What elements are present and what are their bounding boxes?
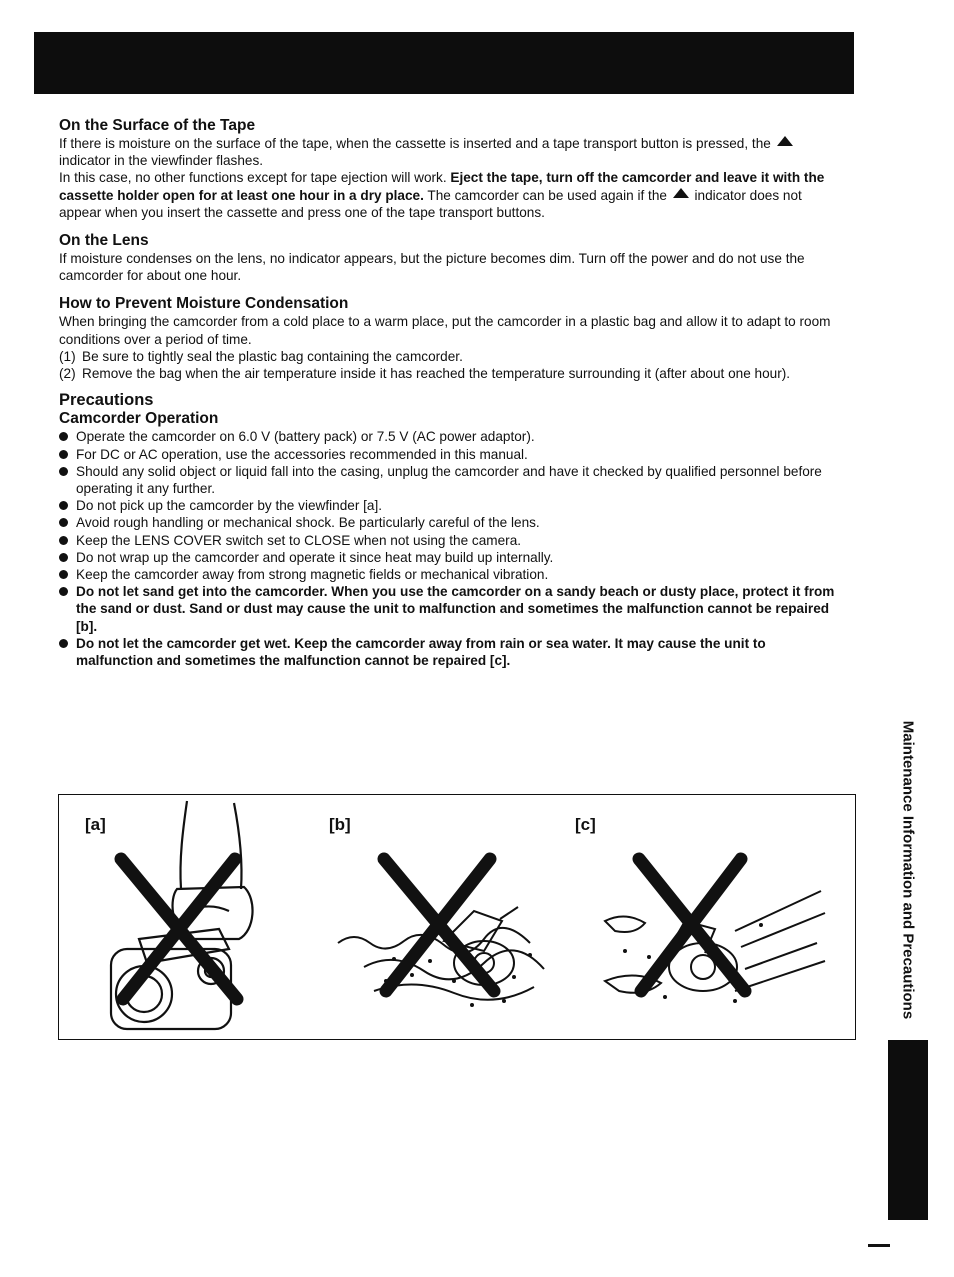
section-prevent: [59, 294, 841, 382]
precaution-bullets: [59, 428, 841, 669]
list-item: Keep the LENS COVER switch set to CLOSE when not using the camera.: [59, 532, 841, 549]
list-item: For DC or AC operation, use the accessories recommended in this manual.: [59, 446, 841, 463]
list-item-bold: Do not let the camcorder get wet. Keep the camcorder away from rain or sea water. It may cause the unit to malfunction and sometimes the malfunction cannot be repaired [c].: [59, 635, 841, 669]
step-text: Be sure to tightly seal the plastic bag containing the camcorder.: [82, 348, 463, 364]
camcorder-in-water-illustration: [585, 851, 835, 1027]
figure-label-c: [c]: [575, 815, 596, 834]
step-number: (2): [59, 366, 76, 382]
figure-label-a: [a]: [85, 815, 106, 834]
list-item-bold: Do not let sand get into the camcorder. When you use the camcorder on a sandy beach or dusty place, protect it from the sand or dust. Sand or dust may cause the unit to malfunction and sometimes the malfunction cannot be repaired [b].: [59, 583, 841, 635]
list-item: Do not wrap up the camcorder and operate it since heat may build up internally.: [59, 549, 841, 566]
side-thumb-tab: [888, 1040, 928, 1220]
text-span: If there is moisture on the surface of the tape, when the cassette is inserted and a tape transport button is pressed, the: [59, 136, 771, 151]
section-tape-surface: [59, 116, 841, 221]
step-text: Remove the bag when the air temperature inside it has reached the temperature surrounding it (after about one hour).: [82, 366, 791, 382]
text-span: indicator does not appear when you insert the cassette and press one of the tape transport buttons.: [59, 187, 802, 220]
heading-tape-surface: On the Surface of the Tape: [59, 117, 256, 134]
heading-prevent: How to Prevent Moisture Condensation: [59, 295, 349, 313]
eject-indicator-icon: [673, 188, 689, 198]
figure-label-b: [b]: [329, 815, 351, 834]
para-tape-surface-2: [59, 169, 841, 221]
heading-lens: On the Lens: [59, 232, 149, 250]
page-mark: [868, 1244, 890, 1247]
header-band: [34, 32, 854, 94]
list-item: Operate the camcorder on 6.0 V (battery pack) or 7.5 V (AC power adaptor).: [59, 428, 841, 445]
main-content: [59, 116, 841, 669]
illustration-panel: [58, 794, 856, 1040]
text-span: indicator in the viewfinder flashes.: [59, 153, 264, 169]
list-item: [59, 348, 841, 365]
para-tape-surface-1: [59, 135, 841, 169]
para-prevent: When bringing the camcorder from a cold place to a warm place, put the camcorder in a plastic bag and allow it to adapt to room conditions over a period of time.: [59, 314, 831, 347]
heading-precautions: Precautions: [59, 391, 154, 410]
eject-indicator-icon: [777, 136, 793, 146]
list-item: Keep the camcorder away from strong magnetic fields or mechanical vibration.: [59, 566, 841, 583]
list-item: [59, 365, 841, 382]
heading-camcorder-operation: Camcorder Operation: [59, 410, 219, 428]
camcorder-in-sand-illustration: [334, 851, 554, 1027]
bold-warning-text: Eject the tape, turn off the camcorder and leave it with the cassette holder open for at least one hour in a dry place.: [59, 170, 825, 203]
side-section-title: Maintenance Information and Precautions: [899, 720, 917, 1020]
camcorder-held-by-viewfinder-illustration: [99, 799, 269, 1035]
section-lens: [59, 231, 841, 284]
list-item: Do not pick up the camcorder by the viewfinder [a].: [59, 497, 841, 514]
section-camcorder-operation: [59, 409, 841, 669]
text-span: In this case, no other functions except for tape ejection will work.: [59, 170, 447, 186]
para-lens: If moisture condenses on the lens, no indicator appears, but the picture becomes dim. Turn off the power and do not use the camcorder for about one hour.: [59, 251, 805, 284]
list-item: Should any solid object or liquid fall into the casing, unplug the camcorder and have it checked by qualified personnel before operating it any further.: [59, 463, 841, 497]
text-span: The camcorder can be used again if the: [427, 187, 667, 203]
list-item: Avoid rough handling or mechanical shock. Be particularly careful of the lens.: [59, 514, 841, 531]
prevent-steps: [59, 348, 841, 382]
step-number: (1): [59, 348, 76, 364]
cross-x-icon: [384, 859, 494, 991]
